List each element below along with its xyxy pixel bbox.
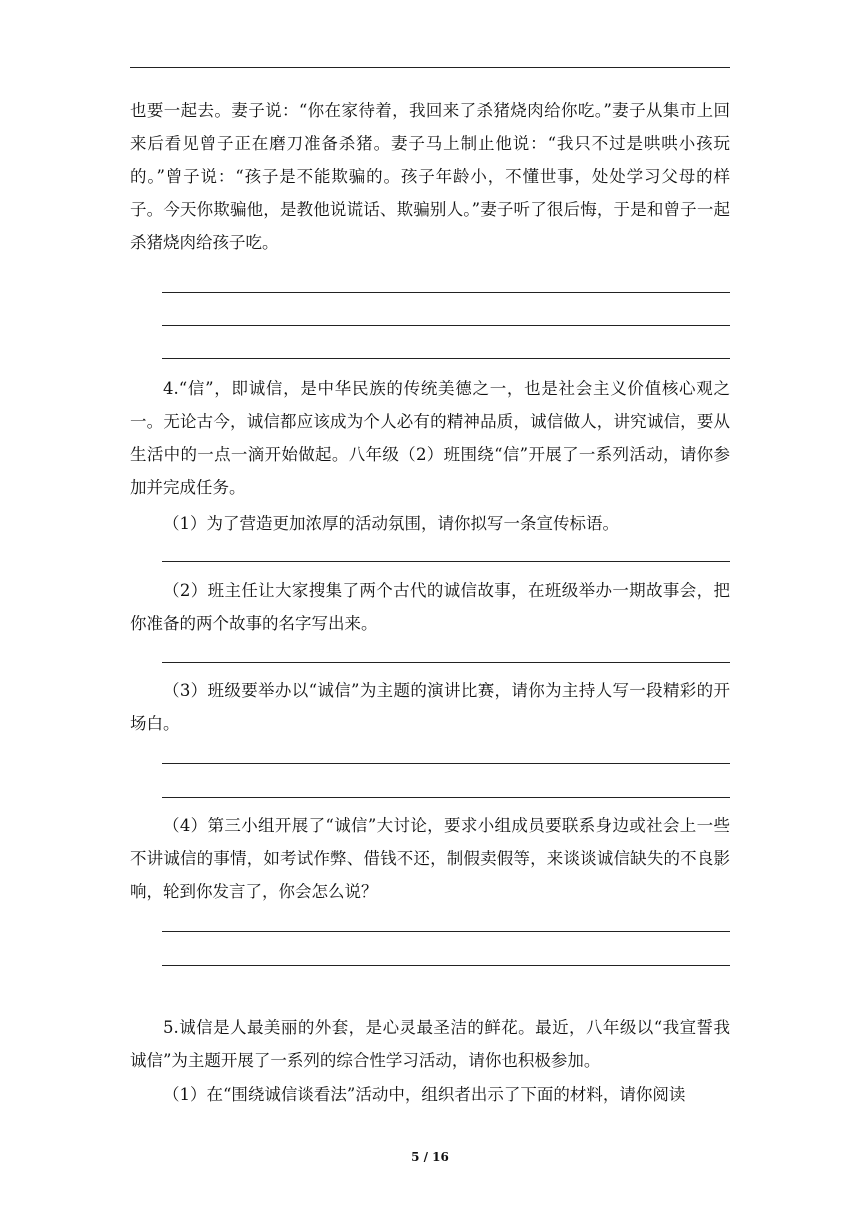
question-4-part-2: （2）班主任让大家搜集了两个古代的诚信故事，在班级举办一期故事会，把你准备的两个故事的名字写出来。 [130, 581, 730, 633]
header-rule [130, 67, 730, 68]
answer-line[interactable] [162, 325, 730, 326]
question-4-stem: 4.“信”，即诚信，是中华民族的传统美德之一，也是社会主义价值核心观之一。无论古今，诚信都应该成为个人必有的精神品质，诚信做人，讲究诚信，要从生活中的一点一滴开始做起。八年级（2）班围绕“信”开展了一系列活动，请你参加并完成任务。 [130, 379, 730, 497]
question-5-stem: 5.诚信是人最美丽的外套，是心灵最圣洁的鲜花。最近，八年级以“我宣誓我诚信”为主题开展了一系列的综合性学习活动，请你也积极参加。 [130, 1018, 730, 1070]
answer-line[interactable] [162, 662, 730, 663]
answer-line[interactable] [162, 965, 730, 966]
question-4-part-4: （4）第三小组开展了“诚信”大讨论，要求小组成员要联系身边或社会上一些不讲诚信的事情，如考试作弊、借钱不还，制假卖假等，来谈谈诚信缺失的不良影响，轮到你发言了，你会怎么说？ [130, 816, 730, 901]
answer-line[interactable] [162, 931, 730, 932]
answer-line[interactable] [162, 561, 730, 562]
answer-line[interactable] [162, 292, 730, 293]
story-paragraph: 也要一起去。妻子说：“你在家待着，我回来了杀猪烧肉给你吃。”妻子从集市上回来后看见曾子正在磨刀准备杀猪。妻子马上制止他说：“我只不过是哄哄小孩玩的。”曾子说：“孩子是不能欺骗的。孩子年龄小，不懂世事，处处学习父母的样子。今天你欺骗他，是教他说谎话、欺骗别人。”妻子听了很后悔，于是和曾子一起杀猪烧肉给孩子吃。 [130, 101, 730, 252]
question-4-part-1: （1）为了营造更加浓厚的活动氛围，请你拟写一条宣传标语。 [163, 514, 619, 533]
question-4-part-3: （3）班级要举办以“诚信”为主题的演讲比赛，请你为主持人写一段精彩的开场白。 [130, 681, 730, 733]
page-number: 5 / 16 [411, 1150, 449, 1164]
answer-line[interactable] [162, 763, 730, 764]
answer-line[interactable] [162, 358, 730, 359]
answer-line[interactable] [162, 797, 730, 798]
question-5-part-1: （1）在“围绕诚信谈看法”活动中，组织者出示了下面的材料，请你阅读 [163, 1085, 686, 1104]
